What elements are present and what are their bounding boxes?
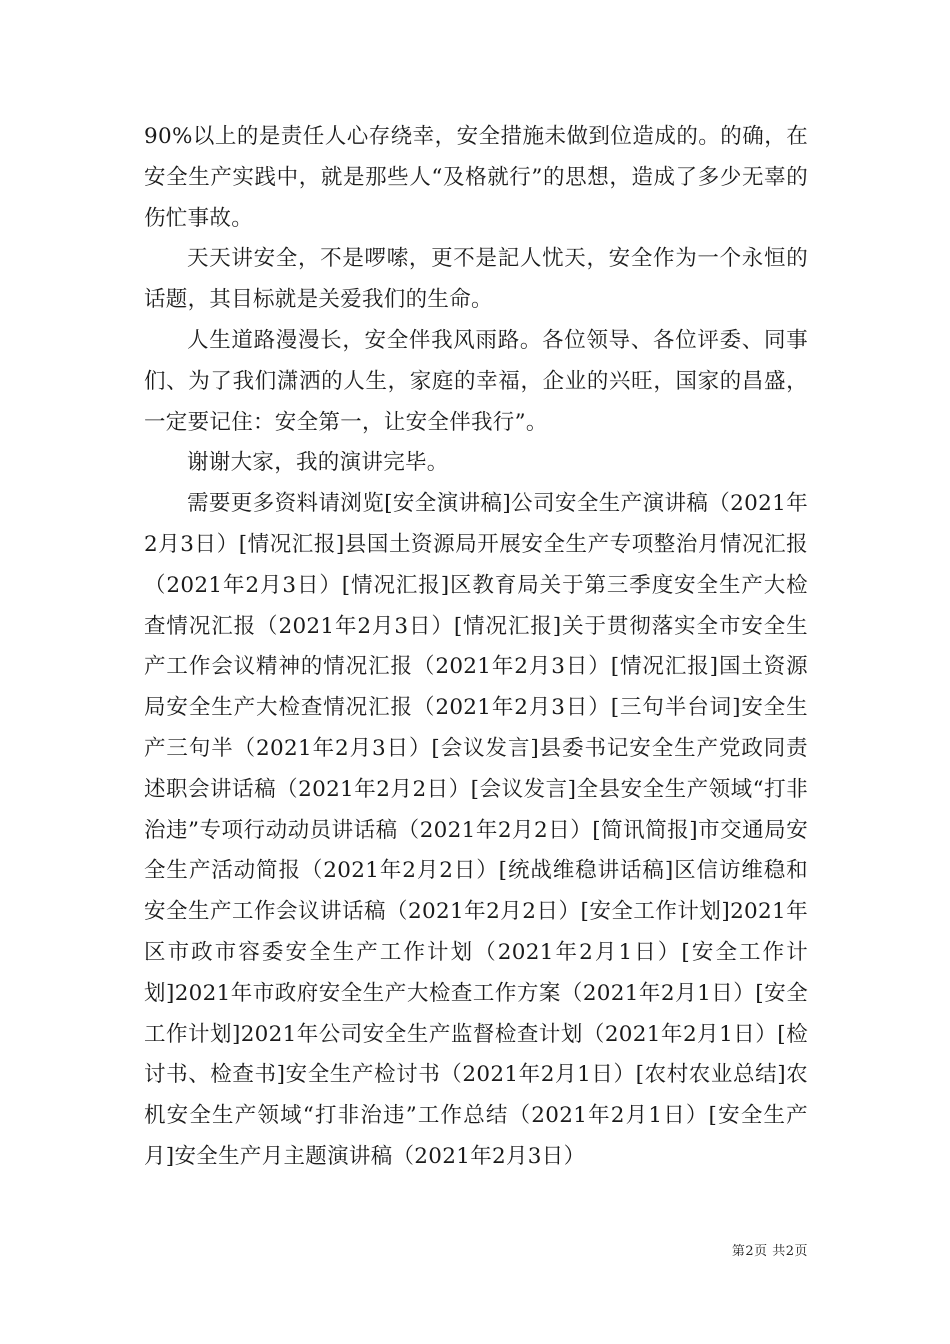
- paragraph-continuation: 90%以上的是责任人心存绕幸，安全措施未做到位造成的。的确，在安全生产实践中，就是那些人“及格就行”的思想，造成了多少无辜的伤忙事故。: [144, 124, 808, 231]
- document-body: [144, 117, 808, 1178]
- paragraph-safety-topic: 天天讲安全，不是啰嗦，更不是記人忧天，安全作为一个永恒的话题，其目标就是关爱我们的生命。: [144, 246, 808, 313]
- paragraph-closing-appeal: 人生道路漫漫长，安全伴我风雨路。各位领导、各位评委、同事们、为了我们潇洒的人生，家庭的幸福，企业的兴旺，国家的昌盛，一定要记住：安全第一，让安全伴我行”。: [144, 327, 808, 435]
- paragraph-related-links: 需要更多资料请浏览[安全演讲稿]公司安全生产演讲稿（2021年2月3日）[情况汇报]县国土资源局开展安全生产专项整治月情况汇报（2021年2月3日）[情况汇报]区教育局关于第三季度安全生产大检查情况汇报（2021年2月3日）[情况汇报]关于贯彻落实全市安全生产工作会议精神的情况汇报（2021年2月3日）[情况汇报]国土资源局安全生产大检查情况汇报（2021年2月3日）[三句半台词]安全生产三句半（2021年2月3日）[会议发言]县委书记安全生产党政同责述职会讲话稿（2021年2月2日）[会议发言]全县安全生产领域“打非治违”专项行动动员讲话稿（2021年2月2日）[简讯简报]市交通局安全生产活动简报（2021年2月2日）[统战维稳讲话稿]区信访维稳和安全生产工作会议讲话稿（2021年2月2日）[安全工作计划]2021年区市政市容委安全生产工作计划（2021年2月1日）[安全工作计划]2021年市政府安全生产大检查工作方案（2021年2月1日）[安全工作计划]2021年公司安全生产监督检查计划（2021年2月1日）[检讨书、检查书]安全生产检讨书（2021年2月1日）[农村农业总结]农机安全生产领域“打非治违”工作总结（2021年2月1日）[安全生产月]安全生产月主题演讲稿（2021年2月3日）: [144, 491, 808, 1169]
- paragraph-thanks: 谢谢大家，我的演讲完毕。: [187, 450, 449, 476]
- page-number: 第2页 共2页: [731, 1244, 808, 1259]
